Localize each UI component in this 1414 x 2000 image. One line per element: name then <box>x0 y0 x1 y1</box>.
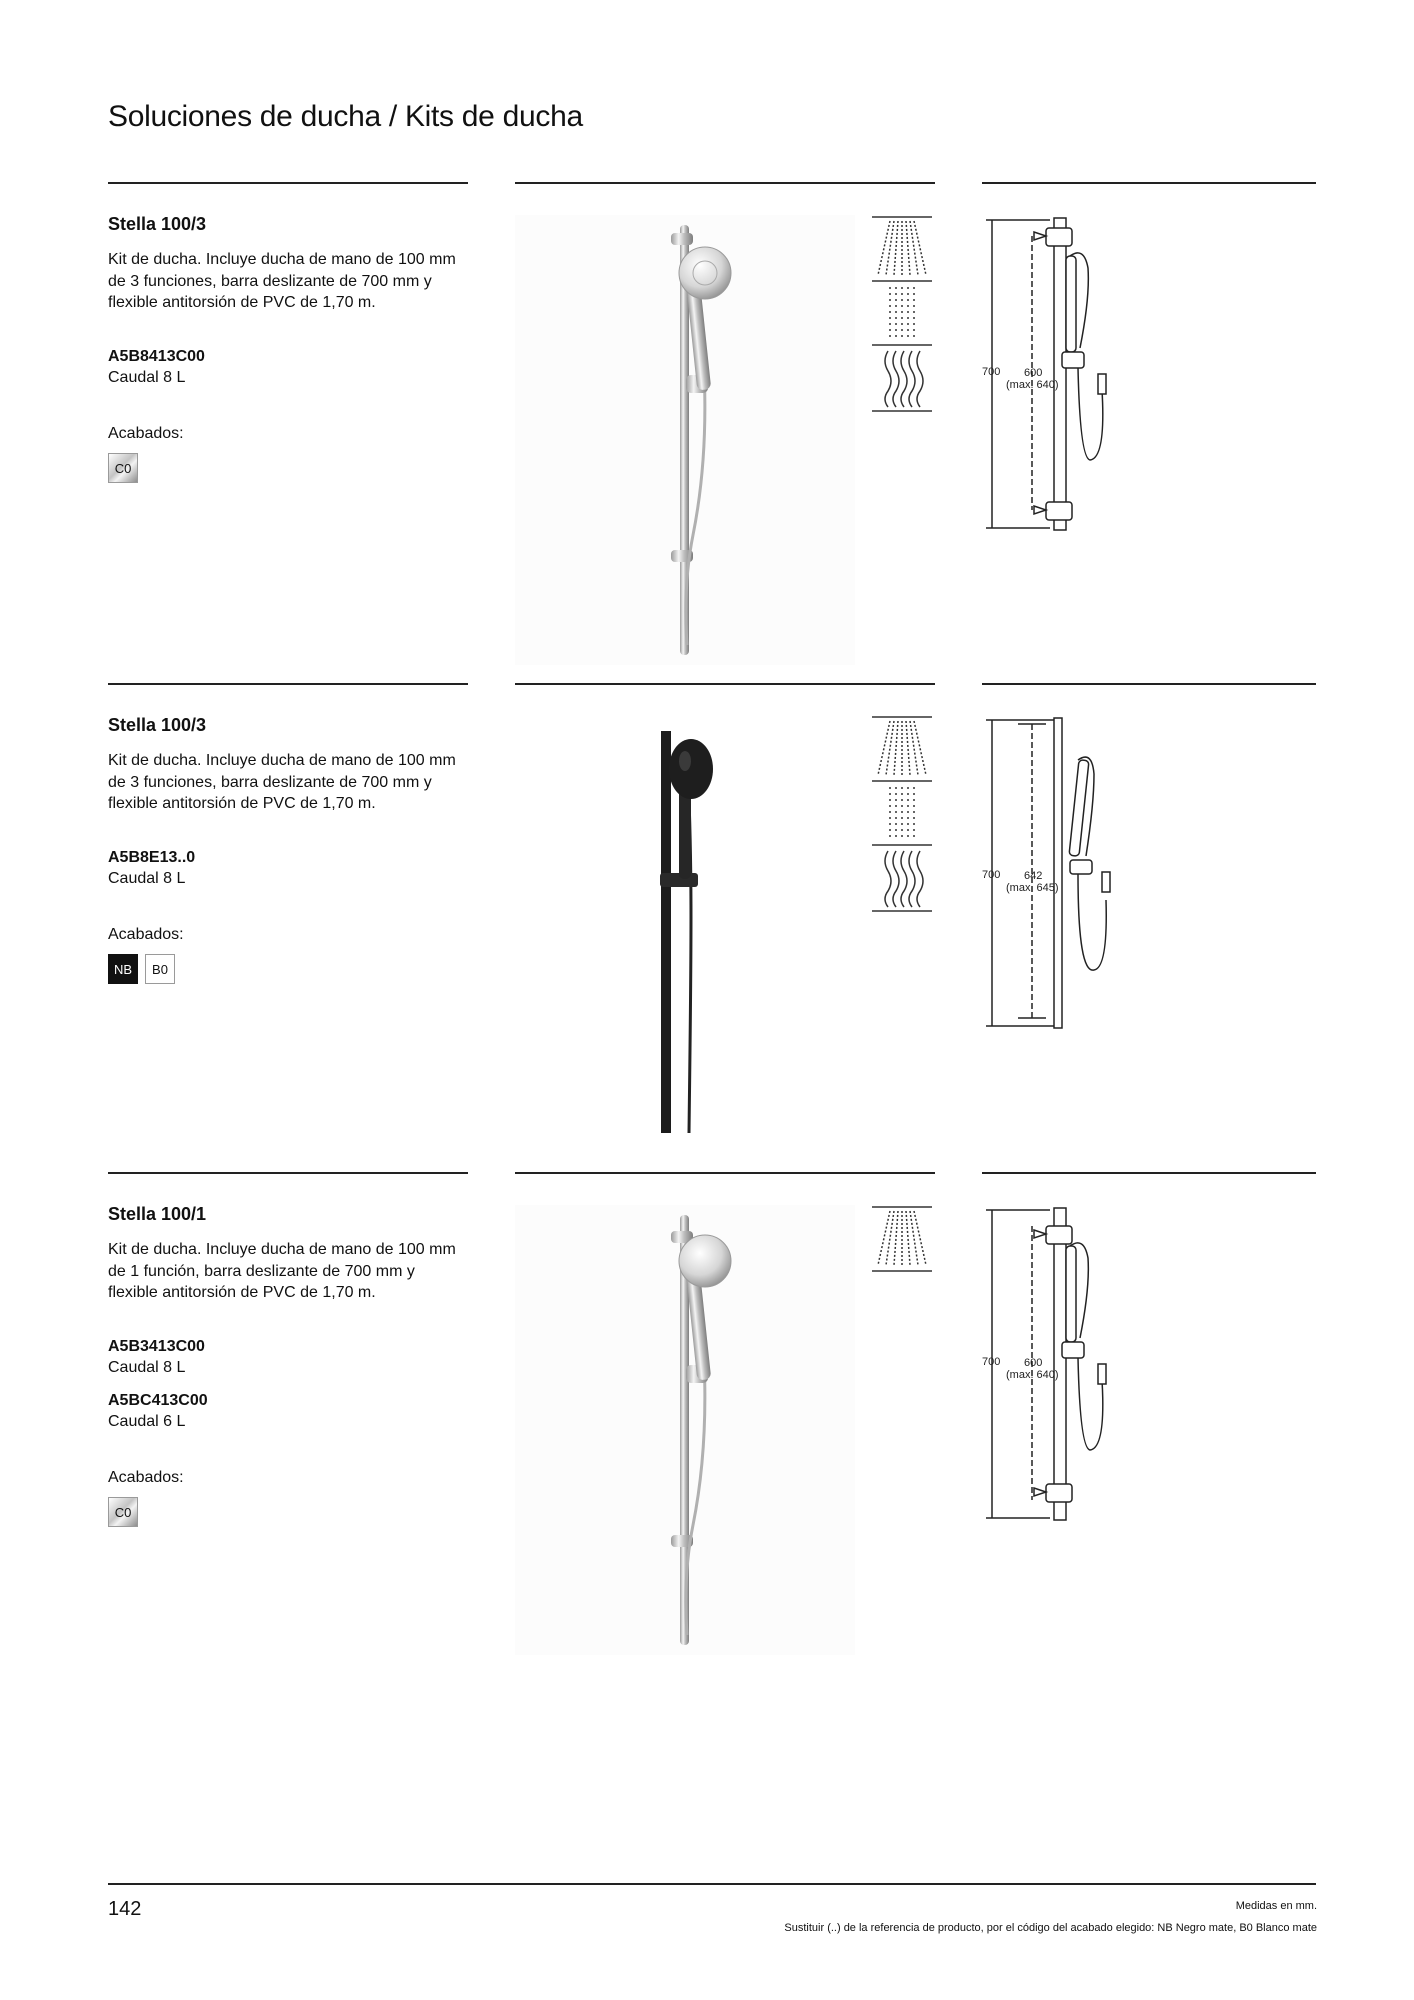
finish-chip-chrome: C0 <box>108 1497 138 1527</box>
dimension-slide: 600 <box>1024 1357 1043 1369</box>
product-flow: Caudal 6 L <box>108 1413 186 1430</box>
product-flow: Caudal 8 L <box>108 870 186 887</box>
dimension-height: 700 <box>982 366 1001 378</box>
hand-shower-head <box>669 739 713 799</box>
product-flow: Caudal 8 L <box>108 1359 186 1376</box>
dimension-slide: 642 <box>1024 870 1043 882</box>
product-reference: A5B3413C00 <box>108 1338 205 1355</box>
spray-icons <box>870 215 934 415</box>
section-divider <box>515 182 935 184</box>
product-name: Stella 100/3 <box>108 214 207 234</box>
footer-divider <box>108 1883 1316 1885</box>
finish-code-note: Sustituir (..) de la referencia de producto, por el código del acabado elegido: NB Negro mate, B0 Blanco mate <box>784 1922 1317 1934</box>
finish-chip-black: NB <box>108 954 138 984</box>
section-divider <box>982 182 1316 184</box>
section-divider <box>108 182 468 184</box>
product-reference: A5B8E13..0 <box>108 849 196 866</box>
wall-bracket <box>671 233 693 245</box>
spray-icons <box>870 1205 934 1277</box>
product-reference: A5BC413C00 <box>108 1392 208 1409</box>
finish-chip-chrome: C0 <box>108 453 138 483</box>
spray-icons <box>870 715 934 915</box>
page-number: 142 <box>108 1898 142 1920</box>
section-divider <box>982 1172 1316 1174</box>
massage-spray-icon <box>885 851 923 907</box>
section-divider <box>982 683 1316 685</box>
product-photo <box>515 215 855 665</box>
finishes-label: Acabados: <box>108 926 184 943</box>
technical-drawing <box>982 712 1162 1032</box>
hand-shower-head <box>679 247 731 299</box>
product-name: Stella 100/3 <box>108 715 207 735</box>
section-divider <box>515 1172 935 1174</box>
finishes-label: Acabados: <box>108 1469 184 1486</box>
slider-holder <box>660 873 698 887</box>
rain-spray-icon <box>878 221 926 275</box>
finishes-label: Acabados: <box>108 425 184 442</box>
dimension-slide-max: (max. 640) <box>1006 379 1059 391</box>
rain-spray-icon <box>878 721 926 775</box>
dimension-height: 700 <box>982 869 1001 881</box>
dimension-slide-max: (max. 645) <box>1006 882 1059 894</box>
finish-chip-white: B0 <box>145 954 175 984</box>
product-description: Kit de ducha. Incluye ducha de mano de 100 mm de 3 funciones, barra deslizante de 700 mm y flexible antitorsión de PVC de 1,70 m. <box>108 752 456 812</box>
massage-spray-icon <box>885 351 923 407</box>
dimension-slide: 600 <box>1024 367 1043 379</box>
section-divider <box>108 683 468 685</box>
product-name: Stella 100/1 <box>108 1204 207 1224</box>
page-title: Soluciones de ducha / Kits de ducha <box>108 100 583 133</box>
technical-drawing <box>982 1200 1162 1530</box>
hand-shower-head <box>679 1235 731 1287</box>
product-photo <box>515 1205 855 1655</box>
dimension-height: 700 <box>982 1356 1001 1368</box>
product-description: Kit de ducha. Incluye ducha de mano de 100 mm de 1 función, barra deslizante de 700 mm y flexible antitorsión de PVC de 1,70 m. <box>108 1241 456 1301</box>
technical-drawing <box>982 210 1162 540</box>
rain-spray-icon <box>878 1211 926 1265</box>
product-flow: Caudal 8 L <box>108 369 186 386</box>
product-description: Kit de ducha. Incluye ducha de mano de 100 mm de 3 funciones, barra deslizante de 700 mm y flexible antitorsión de PVC de 1,70 m. <box>108 251 456 311</box>
section-divider <box>108 1172 468 1174</box>
slide-bar <box>661 731 671 1133</box>
section-divider <box>515 683 935 685</box>
soft-spray-icon <box>890 287 914 339</box>
product-photo <box>515 715 855 1135</box>
soft-spray-icon <box>890 787 914 839</box>
dimension-slide-max: (max. 640) <box>1006 1369 1059 1381</box>
product-reference: A5B8413C00 <box>108 348 205 365</box>
units-note: Medidas en mm. <box>1235 1900 1317 1912</box>
